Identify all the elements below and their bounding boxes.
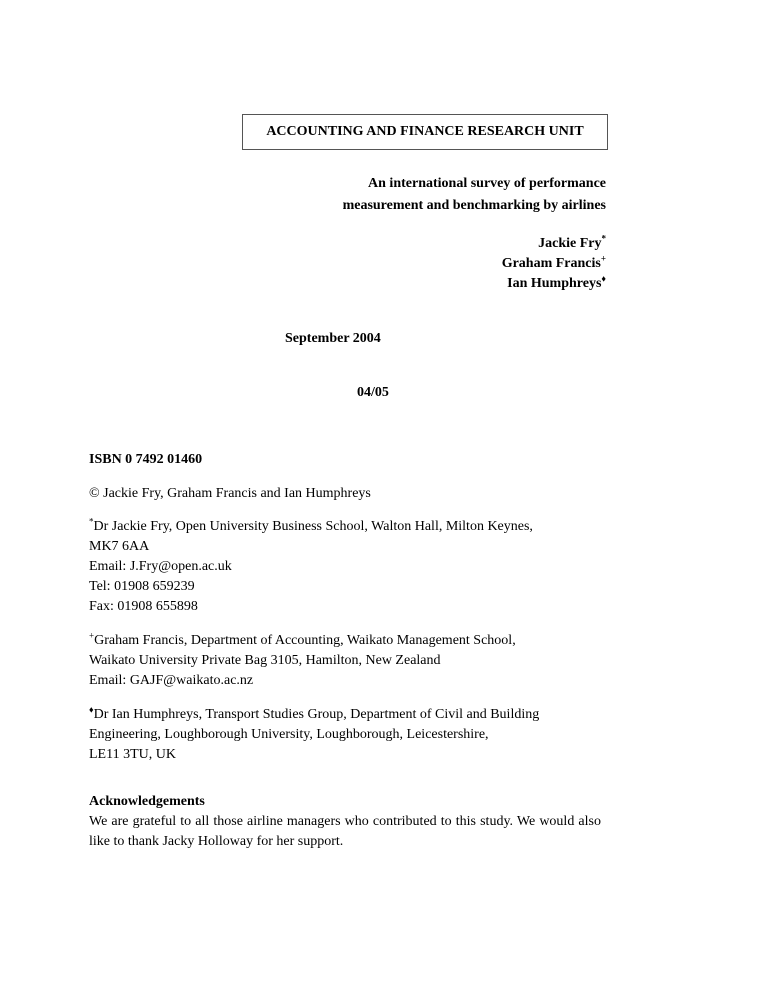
author-mark: * [601, 233, 606, 244]
affiliation-email: Email: J.Fry@open.ac.uk [89, 559, 232, 574]
affiliation-line: Dr Ian Humphreys, Transport Studies Group, Department of Civil and Building [93, 707, 540, 722]
unit-title-box [242, 114, 608, 150]
affiliation-mark: + [89, 630, 95, 641]
author-name: Graham Francis [501, 256, 601, 271]
unit-title: ACCOUNTING AND FINANCE RESEARCH UNIT [266, 124, 584, 139]
affiliation-line: MK7 6AA [89, 539, 150, 554]
isbn: ISBN 0 7492 01460 [89, 452, 203, 467]
acknowledgements [89, 792, 601, 852]
affiliation-line: LE11 3TU, UK [89, 747, 176, 762]
acknowledgements-text: We are grateful to all those airline managers who contributed to this study. We would also like to thank Jacky Holloway for her support. [89, 814, 601, 849]
paper-title-line-1: An international survey of performance [368, 176, 606, 191]
author-2 [502, 254, 606, 274]
paper-title-line-2: measurement and benchmarking by airlines [342, 198, 606, 213]
report-date: September 2004 [285, 331, 381, 346]
affiliation-tel: Tel: 01908 659239 [89, 579, 195, 594]
author-1 [538, 234, 606, 254]
affiliation-2 [89, 631, 601, 691]
affiliation-line: Graham Francis, Department of Accounting, Waikato Management School, [94, 633, 516, 648]
author-3 [507, 274, 606, 294]
report-number: 04/05 [357, 385, 389, 400]
affiliation-fax: Fax: 01908 655898 [89, 599, 198, 614]
affiliation-email: Email: GAJF@waikato.ac.nz [89, 673, 254, 688]
affiliation-3 [89, 705, 601, 765]
affiliation-line: Dr Jackie Fry, Open University Business School, Walton Hall, Milton Keynes, [93, 519, 533, 534]
affiliation-line: Waikato University Private Bag 3105, Hamilton, New Zealand [89, 653, 441, 668]
author-name: Jackie Fry [538, 236, 602, 251]
copyright: © Jackie Fry, Graham Francis and Ian Humphreys [89, 486, 371, 501]
acknowledgements-heading: Acknowledgements [89, 794, 205, 809]
affiliation-mark: * [89, 516, 94, 527]
affiliation-mark: ♦ [89, 704, 94, 715]
author-mark: ♦ [601, 273, 606, 284]
author-mark: + [600, 253, 606, 264]
affiliation-line: Engineering, Loughborough University, Loughborough, Leicestershire, [89, 727, 489, 742]
author-name: Ian Humphreys [507, 276, 602, 291]
affiliation-1 [89, 517, 601, 617]
